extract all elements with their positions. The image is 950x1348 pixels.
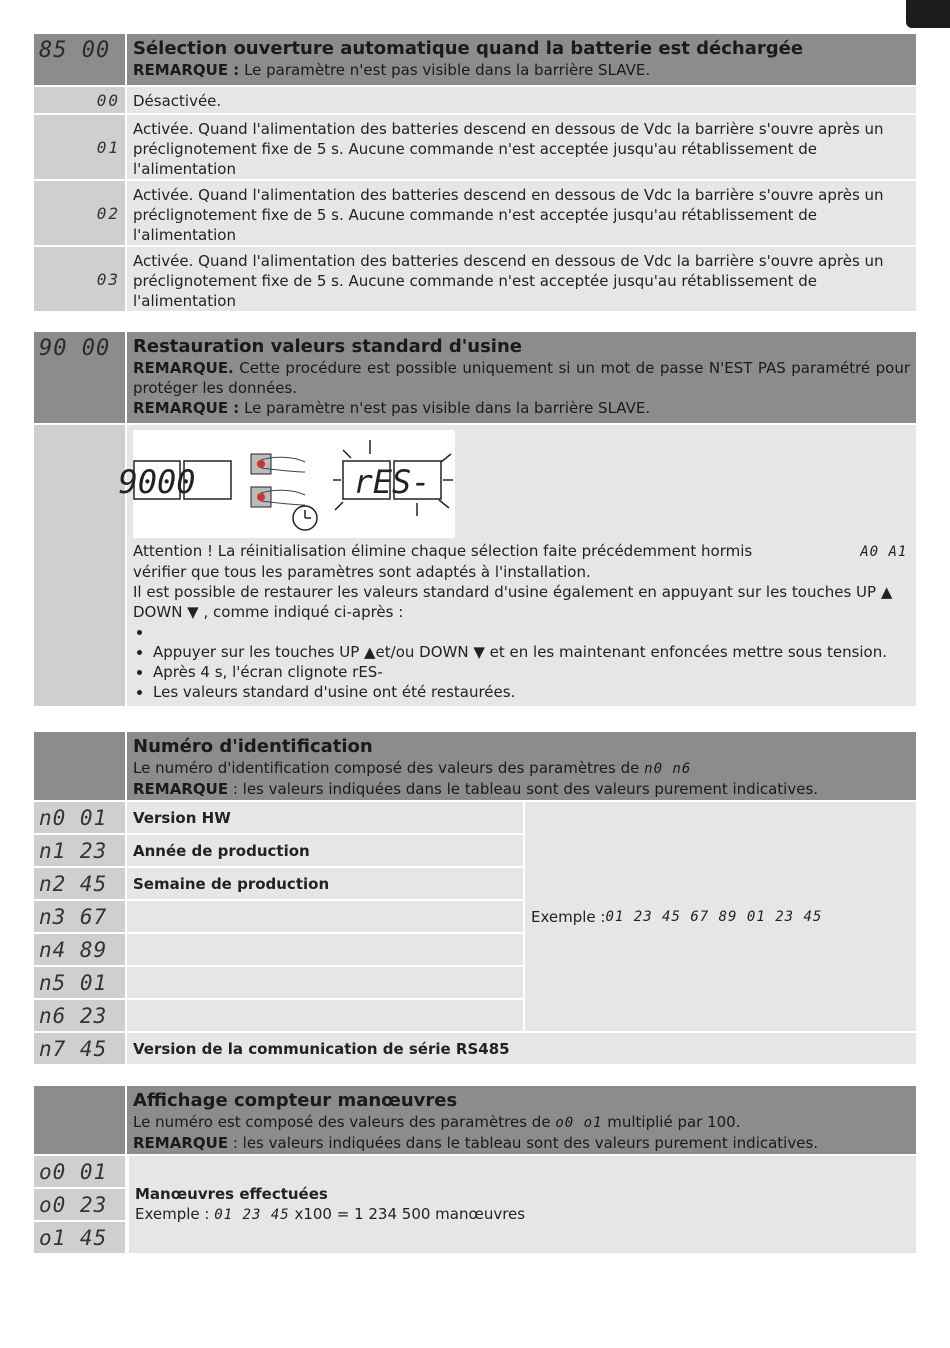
param-90-table: 90 00 Restauration valeurs standard d'usine REMARQUE. Cette procédure est possible uniquement si un mot de passe N'EST PAS paramétré pour protéger les données. REMARQUE : Le paramètre n'est pas visible dans la barrière SLAVE. 9000 rES- Attention ! La réinitialisation élimine chaque sélection faite précédemment hormis A0 A1 vérifier que tous les paramètres sont adaptés à l'installation. Il est possible de restaurer les valeurs standard d'usine également en appuyant sur les touches UP ▲ DOWN ▼ , comme indiqué ci-après : • • Appuyer sur les touches UP ▲et/ou DOWN ▼ et en les maintenant enfoncées mettre sous tension. • Après 4 s, l'écran clignote rES- • Les valeurs standard d'usine ont été restaurées. — [34, 332, 916, 706]
option-code: 02 — [34, 181, 127, 245]
option-text: Désactivée. — [127, 87, 916, 113]
display-9000: 9000 — [118, 463, 196, 501]
param-code: 85 00 — [34, 34, 127, 85]
list-item: • Les valeurs standard d'usine ont été restaurées. — [153, 682, 910, 702]
option-text: Activée. Quand l'alimentation des batteries descend en dessous de Vdc la barrière s'ouvre après un préclignotement fixe de 5 s. Aucune commande n'est acceptée jusqu'au rétablissement de l'alimentation — [127, 247, 916, 311]
param-85-table: 85 00 Sélection ouverture automatique quand la batterie est déchargée REMARQUE : Le paramètre n'est pas visible dans la barrière SLAVE. 00 Désactivée. 01 Activée. Quand l'alimentation des batteries descend en dessous de Vdc la barrière s'ouvre après un préclignotement fixe de 5 s. Aucune commande n'est acceptée jusqu'au rétablissement de l'alimentation 02 Activée. Quand l'alimentation des batteries descend en dessous de Vdc la barrière s'ouvre après un préclignotement fixe de 5 s. Aucune commande n'est acceptée jusqu'au rétablissement de l'alimentation 03 Activée. Quand l'alimentation des batteries descend en dessous de Vdc la barrière s'ouvre après un préclignotement fixe de 5 s. Aucune commande n'est acceptée jusqu'au rétablissement de l'alimentation — [34, 34, 916, 311]
option-text: Activée. Quand l'alimentation des batteries descend en dessous de Vdc la barrière s'ouvre après un préclignotement fixe de 5 s. Aucune commande n'est acceptée jusqu'au rétablissement de l'alimentation — [127, 181, 916, 245]
option-code: 01 — [34, 115, 127, 179]
page-tab-marker — [906, 0, 950, 28]
identification-number-table: Numéro d'identification Le numéro d'identification composé des valeurs des paramètres de n0 n6 REMARQUE : les valeurs indiquées dans le tableau sont des valeurs purement indicatives. n0 01 Version HW n1 23 Année de production n2 45 Semaine de production n3 67 n4 89 n5 01 n6 23 Exemple : 01 23 45 67 89 01 23 45 n7 45 Version de la communication de série RS485 — [34, 732, 916, 1064]
example-cell: Exemple : 01 23 45 67 89 01 23 45 — [523, 802, 916, 1031]
option-code: 03 — [34, 247, 127, 311]
param-code: 90 00 — [34, 332, 127, 423]
option-code: 00 — [34, 87, 127, 113]
list-item — [153, 622, 910, 642]
restore-steps-list — [133, 622, 910, 702]
param-title: Sélection ouverture automatique quand la batterie est déchargée — [133, 38, 804, 59]
display-res: rES- — [353, 463, 431, 501]
list-item: • Après 4 s, l'écran clignote rES- — [153, 662, 910, 682]
option-text: Activée. Quand l'alimentation des batteries descend en dessous de Vdc la barrière s'ouvre après un préclignotement fixe de 5 s. Aucune commande n'est acceptée jusqu'au rétablissement de l'alimentation — [127, 115, 916, 179]
maneuver-counter-table: Affichage compteur manœuvres Le numéro est composé des valeurs des paramètres de o0 o1 multiplié par 100. REMARQUE : les valeurs indiquées dans le tableau sont des valeurs purement indicatives. o0 01 o0 23 o1 45 Manœuvres effectuées Exemple : 01 23 45 x100 = 1 234 500 manœuvres — [34, 1086, 916, 1253]
list-item: • Appuyer sur les touches UP ▲et/ou DOWN ▼ et en les maintenant enfoncées mettre sous tension. — [153, 642, 910, 662]
param-title: Affichage compteur manœuvres — [133, 1090, 458, 1111]
reset-procedure-illustration — [118, 430, 455, 538]
param-title: Restauration valeurs standard d'usine — [133, 336, 522, 357]
param-title: Numéro d'identification — [133, 736, 373, 757]
